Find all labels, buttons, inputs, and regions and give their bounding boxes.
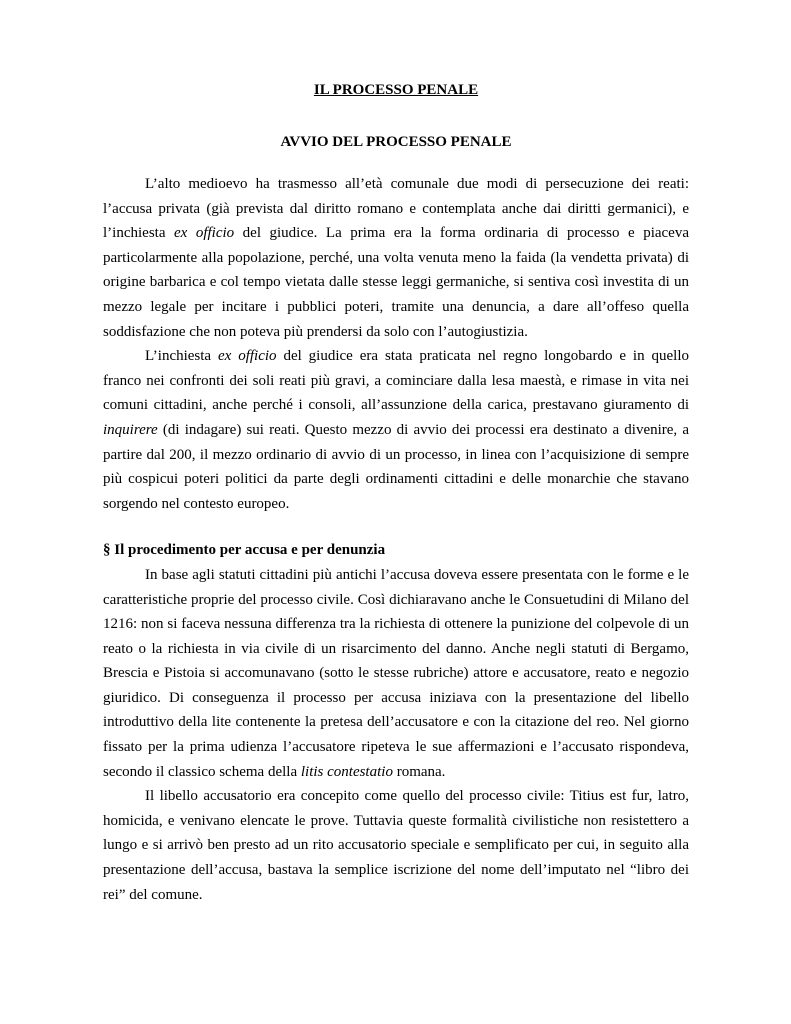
paragraph-1-text-c: del giudice. La prima era la forma ordinaria di processo e piaceva particolarmente alla popolazione, perché, una volta venuta meno la faida (la vendetta privata) di origine barbarica e col tempo vietata dalle stesse leggi germaniche, si sentiva così investita di un mezzo legale per incitare i pubblici poteri, tramite una denuncia, a dare all’offeso quella soddisfazione che non poteva più prendersi da solo con l’autogiustizia. [103, 225, 689, 340]
document-title: IL PROCESSO PENALE [313, 82, 479, 98]
paragraph-2-italic-ex-officio: ex officio [218, 348, 277, 365]
paragraph-3 [103, 563, 689, 784]
section-title: AVVIO DEL PROCESSO PENALE [280, 134, 512, 150]
paragraph-2-text-e: (di indagare) sui reati. Questo mezzo di avvio dei processi era destinato a divenire, a partire dal 200, il mezzo ordinario di avvio di un processo, in linea con l’acquisizione di sempre più cospicui poteri politici da parte degli ordinamenti cittadini e delle monarchie che stavano sorgendo nel contesto europeo. [103, 421, 689, 512]
paragraph-3-text-c: romana. [392, 763, 446, 780]
paragraph-1-text-a: L’alto medioevo ha trasmesso all’età comunale due modi di persecuzione dei reati: l’accusa privata (già prevista dal diritto romano e contemplata anche dai diritti germanici), e l’inchiesta [103, 176, 689, 242]
paragraph-2-italic-inquirere: inquirere [103, 421, 158, 438]
paragraph-3-italic-litis-contestatio: litis contestatio [300, 763, 393, 780]
paragraph-2 [103, 344, 689, 516]
document-page [103, 80, 689, 907]
paragraph-1-italic-ex-officio: ex officio [174, 225, 235, 242]
paragraph-3-text-a: In base agli statuti cittadini più antichi l’accusa doveva essere presentata con le forme e le caratteristiche proprie del processo civile. Così dichiaravano anche le Consuetudini di Milano del 1216: non si faceva nessuna differenza tra la richiesta di ottenere la punizione del colpevole di un reato o la richiesta in via civile di un risarcimento del danno. Anche negli statuti di Bergamo, Brescia e Pistoia si accomunavano (sotto le stesse rubriche) attore e accusatore, reato e negozio giuridico. Di conseguenza il processo per accusa iniziava con la presentazione del libello introduttivo della lite contenente la pretesa dell’accusatore e con la citazione del reo. Nel giorno fissato per la prima udienza l’accusatore ripeteva le sue affermazioni e l’accusato rispondeva, secondo il classico schema della [103, 566, 689, 780]
paragraph-2-text-a: L’inchiesta [145, 348, 218, 365]
subheading: § Il procedimento per accusa e per denunzia [103, 542, 386, 559]
paragraph-2-text-c: del giudice era stata praticata nel regno longobardo e in quello franco nei confronti dei soli reati più gravi, a cominciare dalla lesa maestà, e rimase in vita nei comuni cittadini, anche perché i consoli, all’assunzione della carica, prestavano giuramento di [103, 348, 689, 414]
paragraph-1 [103, 172, 689, 344]
paragraph-4: Il libello accusatorio era concepito come quello del processo civile: Titius est fur, latro, homicida, e venivano elencate le prove. Tuttavia queste formalità civilistiche non resistettero a lungo e si arrivò ben presto ad un rito accusatorio speciale e semplificato per cui, in seguito alla presentazione dell’accusa, bastava la semplice iscrizione del nome dell’imputato nel “libro dei rei” del comune. [103, 788, 689, 903]
